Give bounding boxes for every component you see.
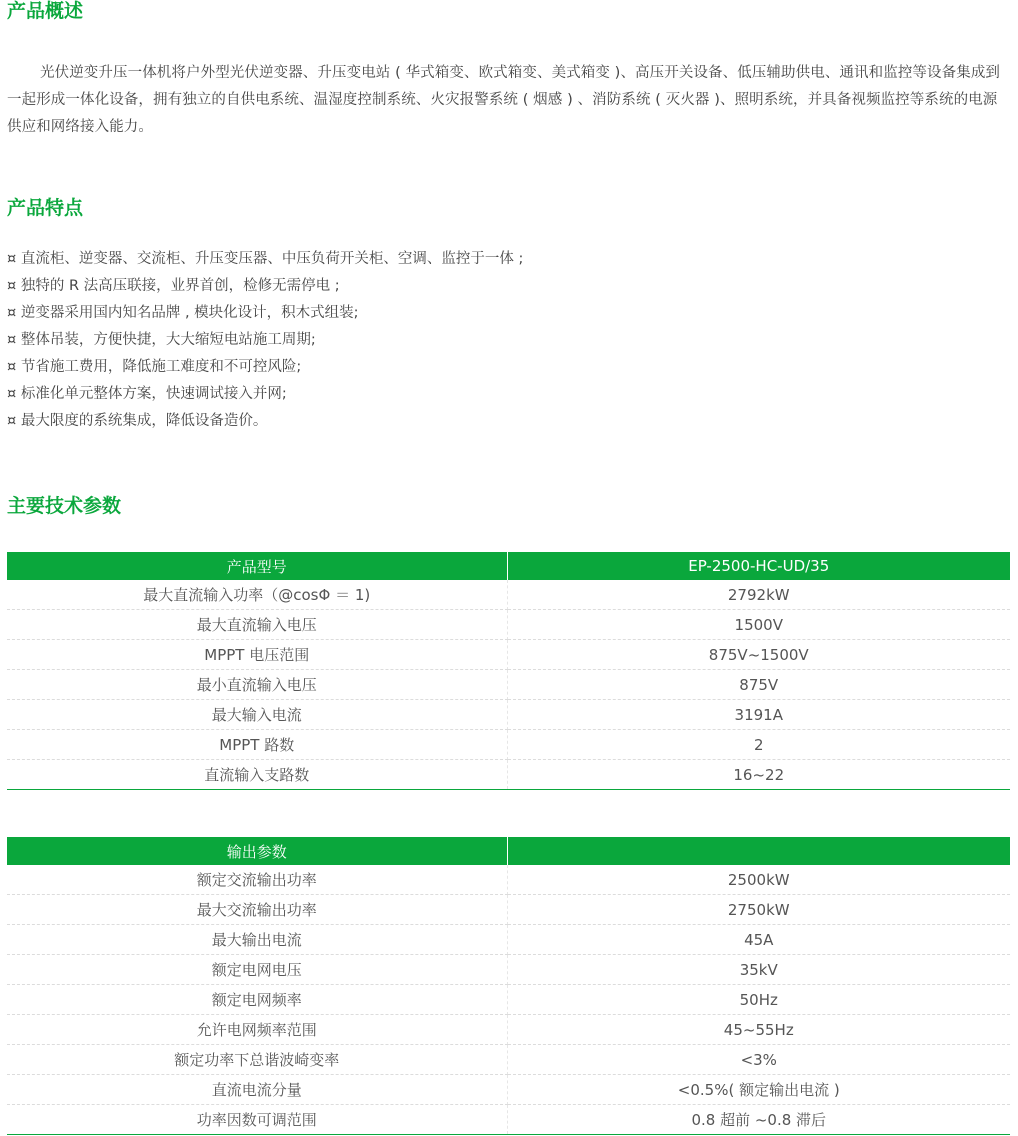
table-row [7, 895, 1010, 925]
feature-item: ¤ 独特的 R 法高压联接，业界首创，检修无需停电 ; [7, 278, 340, 294]
param-name: MPPT 电压范围 [7, 640, 507, 670]
table-row [7, 610, 1010, 640]
table-row [7, 1015, 1010, 1045]
params-title: 主要技术参数 [7, 495, 122, 517]
param-name: 额定功率下总谐波崎变率 [7, 1045, 507, 1075]
output-spec-table [7, 837, 1010, 1135]
table-row [7, 985, 1010, 1015]
table-row [7, 925, 1010, 955]
feature-item: ¤ 标准化单元整体方案，快速调试接入并网; [7, 386, 287, 402]
table-row [7, 865, 1010, 895]
param-value: 2792kW [507, 580, 1010, 610]
feature-item: ¤ 整体吊装，方便快捷，大大缩短电站施工周期; [7, 332, 316, 348]
param-value: 1500V [507, 610, 1010, 640]
param-value: 2500kW [507, 865, 1010, 895]
param-name: 最大直流输入电压 [7, 610, 507, 640]
param-name: 额定电网电压 [7, 955, 507, 985]
feature-item: ¤ 节省施工费用，降低施工难度和不可控风险; [7, 359, 302, 375]
param-value: 2 [507, 730, 1010, 760]
feature-item: ¤ 直流柜、逆变器、交流柜、升压变压器、中压负荷开关柜、空调、监控于一体 ; [7, 251, 524, 267]
param-name: 允许电网频率范围 [7, 1015, 507, 1045]
table-row [7, 955, 1010, 985]
param-name: 最小直流输入电压 [7, 670, 507, 700]
param-value: 35kV [507, 955, 1010, 985]
table-row [7, 1075, 1010, 1105]
param-name: 额定电网频率 [7, 985, 507, 1015]
param-name: 最大输入电流 [7, 700, 507, 730]
table-row [7, 730, 1010, 760]
param-name: 功率因数可调范围 [7, 1105, 507, 1135]
param-value: 875V~1500V [507, 640, 1010, 670]
table-row [7, 670, 1010, 700]
table-row [7, 580, 1010, 610]
features-title: 产品特点 [7, 197, 84, 219]
table-row [7, 760, 1010, 790]
param-name: 直流输入支路数 [7, 760, 507, 790]
header-output-blank [507, 837, 1010, 865]
overview-paragraph: 光伏逆变升压一体机将户外型光伏逆变器、升压变电站 ( 华式箱变、欧式箱变、美式箱变 )、高压开关设备、低压辅助供电、通讯和监控等设备集成到一起形成一体化设备，拥有独立的自供电系统、温湿度控制系统、火灾报警系统 ( 烟感 ) 、消防系统 ( 灭火器 )、照明系统，并具备视频监控等系统的电源供应和网络接入能力。 [7, 65, 1001, 135]
param-value: 50Hz [507, 985, 1010, 1015]
param-value: 875V [507, 670, 1010, 700]
overview-title: 产品概述 [7, 0, 84, 22]
param-name: 最大交流输出功率 [7, 895, 507, 925]
features-list [7, 246, 523, 435]
table-row [7, 1105, 1010, 1135]
param-name: 最大直流输入功率（@cosΦ ＝ 1) [7, 580, 507, 610]
table-row [7, 700, 1010, 730]
param-name: 最大输出电流 [7, 925, 507, 955]
table-header-row [7, 552, 1010, 580]
header-model-label: 产品型号 [7, 552, 507, 580]
header-model-value: EP-2500-HC-UD/35 [507, 552, 1010, 580]
param-name: 直流电流分量 [7, 1075, 507, 1105]
param-name: 额定交流输出功率 [7, 865, 507, 895]
param-value: 0.8 超前 ~0.8 滞后 [507, 1105, 1010, 1135]
param-value: 45A [507, 925, 1010, 955]
feature-item: ¤ 逆变器采用国内知名品牌 , 模块化设计，积木式组装; [7, 305, 359, 321]
param-value: 2750kW [507, 895, 1010, 925]
param-name: MPPT 路数 [7, 730, 507, 760]
input-spec-table [7, 552, 1010, 790]
table-row [7, 1045, 1010, 1075]
table-header-row [7, 837, 1010, 865]
table-row [7, 640, 1010, 670]
header-output-label: 输出参数 [7, 837, 507, 865]
param-value: <3% [507, 1045, 1010, 1075]
param-value: 16~22 [507, 760, 1010, 790]
param-value: <0.5%( 额定输出电流 ) [507, 1075, 1010, 1105]
param-value: 45~55Hz [507, 1015, 1010, 1045]
feature-item: ¤ 最大限度的系统集成，降低设备造价。 [7, 413, 268, 429]
param-value: 3191A [507, 700, 1010, 730]
